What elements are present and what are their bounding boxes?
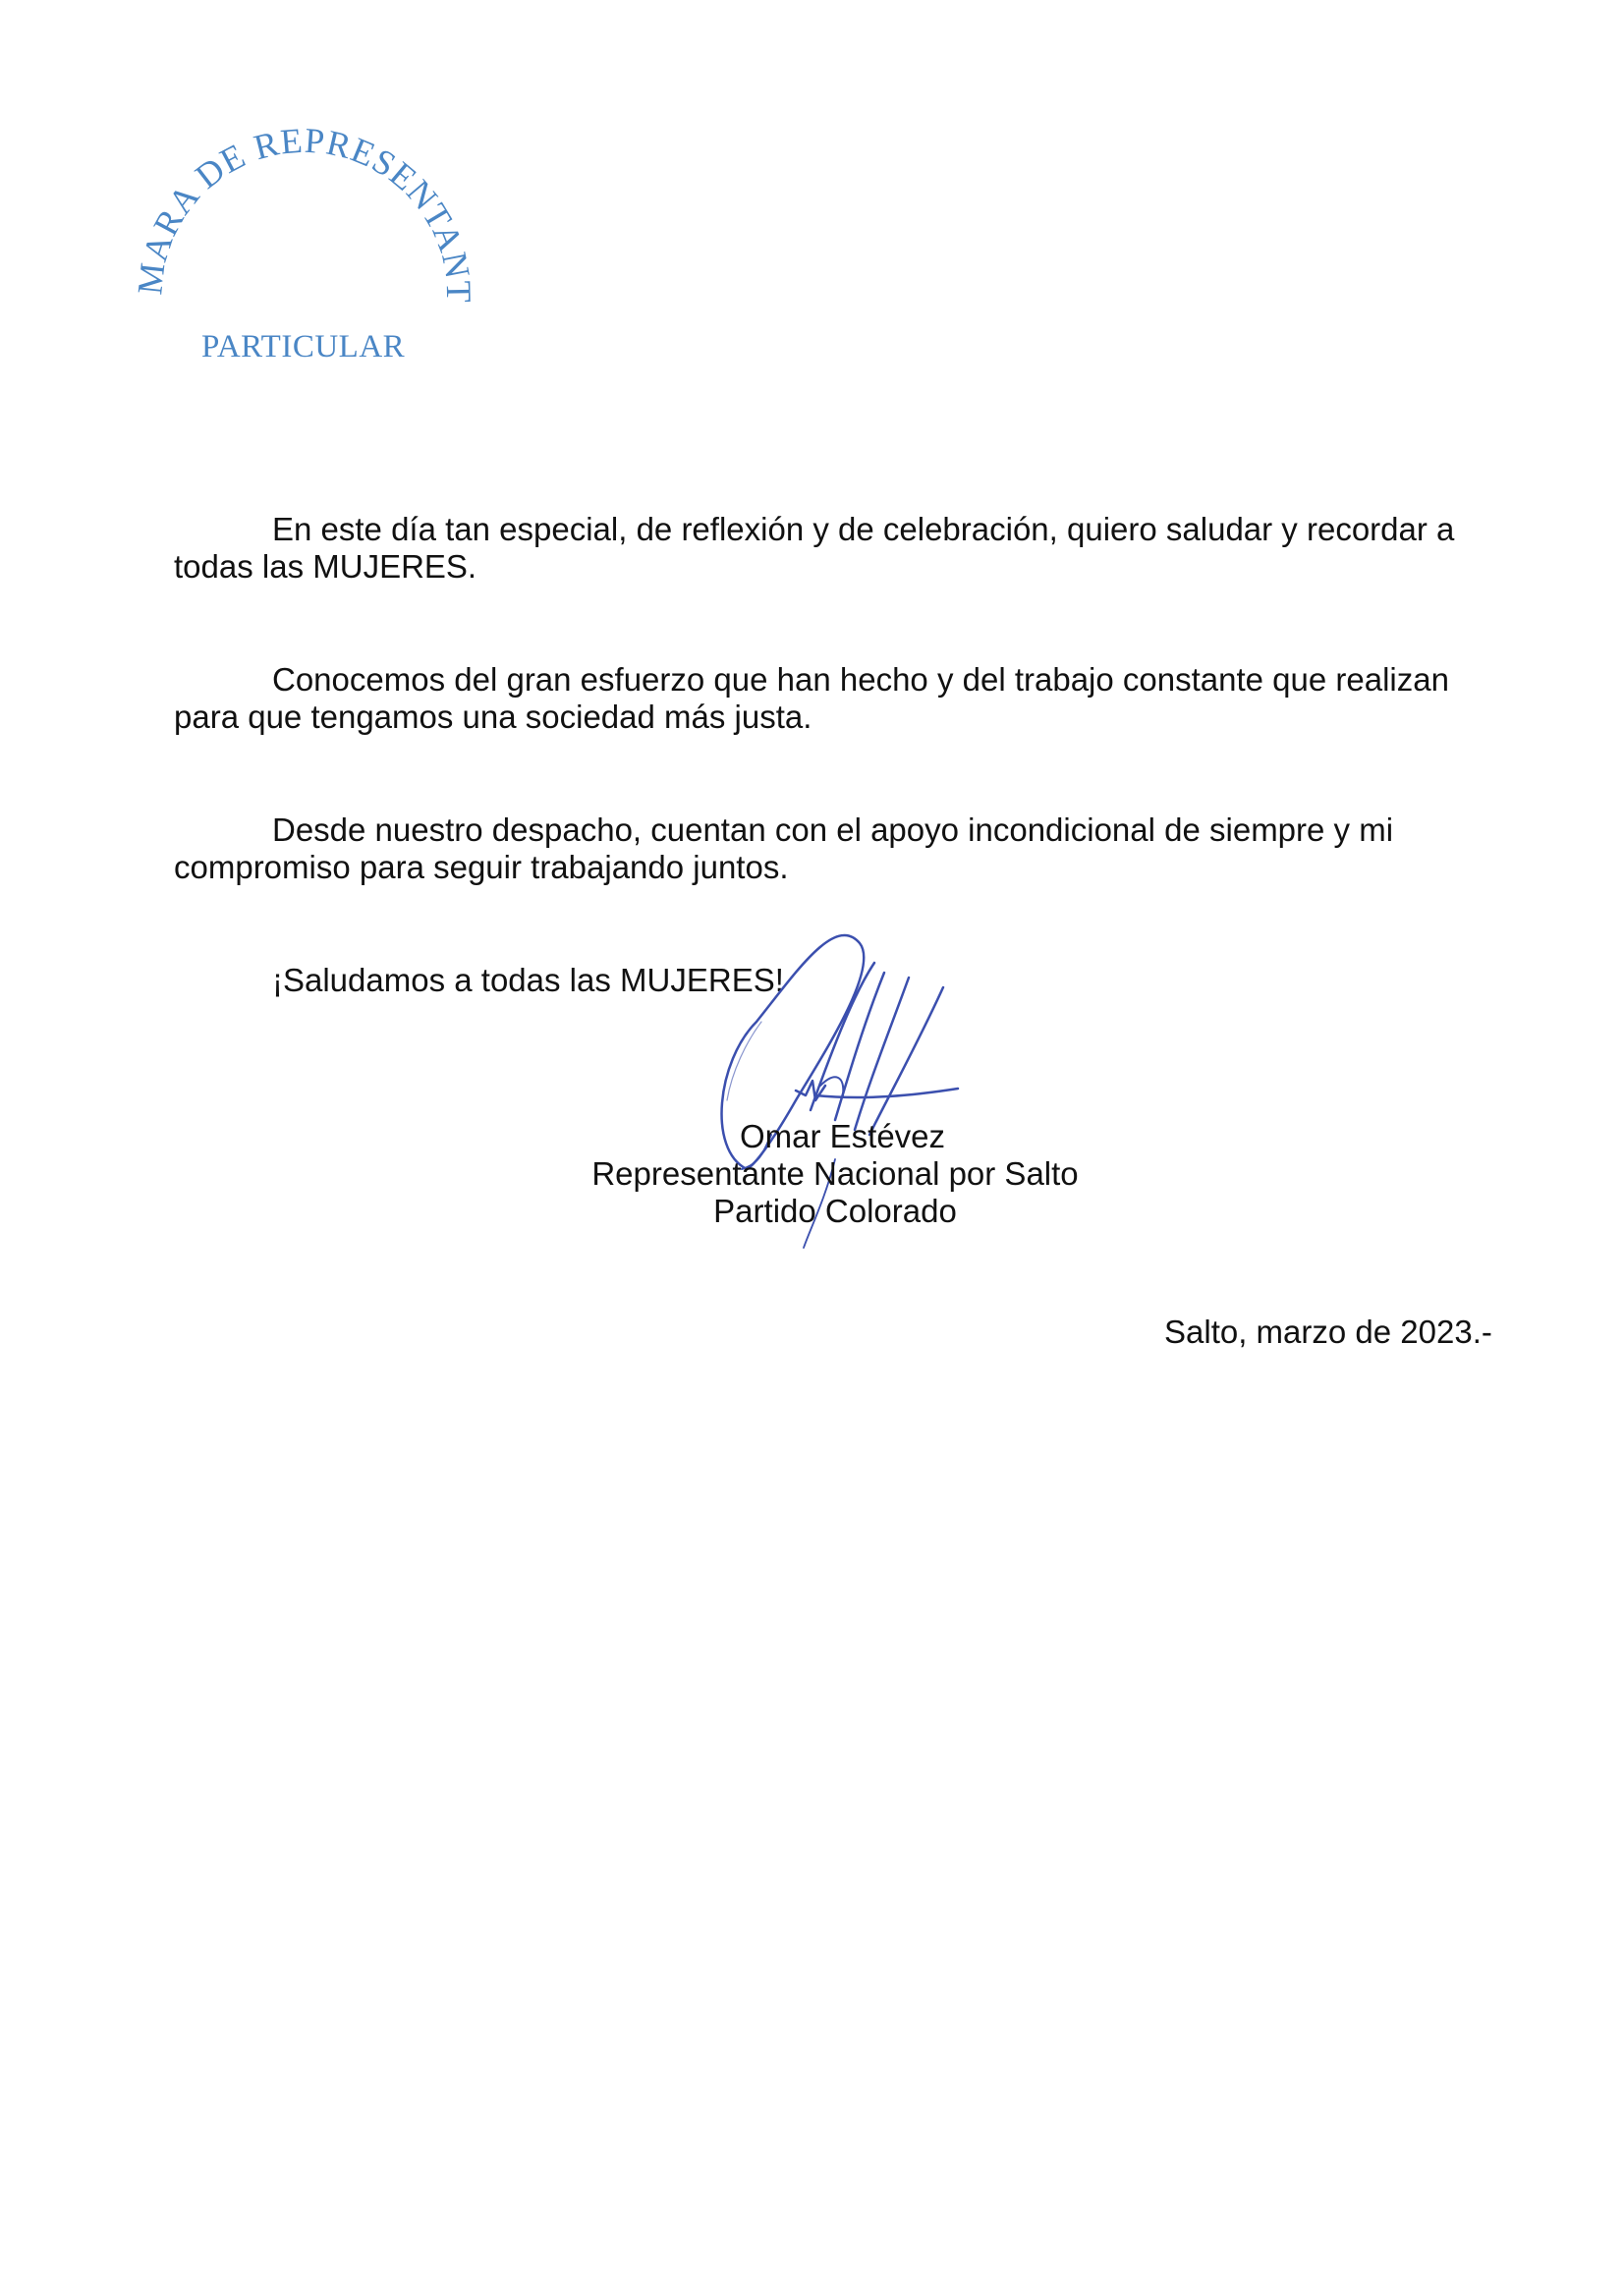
seal-text: CÁMARA DE REPRESENTANTES <box>104 47 479 305</box>
signature-block <box>589 1118 1081 1230</box>
paragraph-greeting: En este día tan especial, de reflexión y de celebración, quiero saludar y recordar a todas las MUJERES. <box>174 511 1455 585</box>
date-line: Salto, marzo de 2023.- <box>1164 1314 1492 1350</box>
signer-name: Omar Estévez <box>739 1118 946 1154</box>
particular-label: PARTICULAR <box>201 329 406 364</box>
paragraph-effort: Conocemos del gran esfuerzo que han hecho y del trabajo constante que realizan para que tengamos una sociedad más justa. <box>174 661 1449 735</box>
signer-party: Partido Colorado <box>713 1193 957 1229</box>
signer-role: Representante Nacional por Salto <box>591 1155 1079 1192</box>
paragraph-closing: ¡Saludamos a todas las MUJERES! <box>272 962 784 998</box>
paragraph-support: Desde nuestro despacho, cuentan con el apoyo incondicional de siempre y mi compromiso para seguir trabajando juntos. <box>174 812 1394 885</box>
